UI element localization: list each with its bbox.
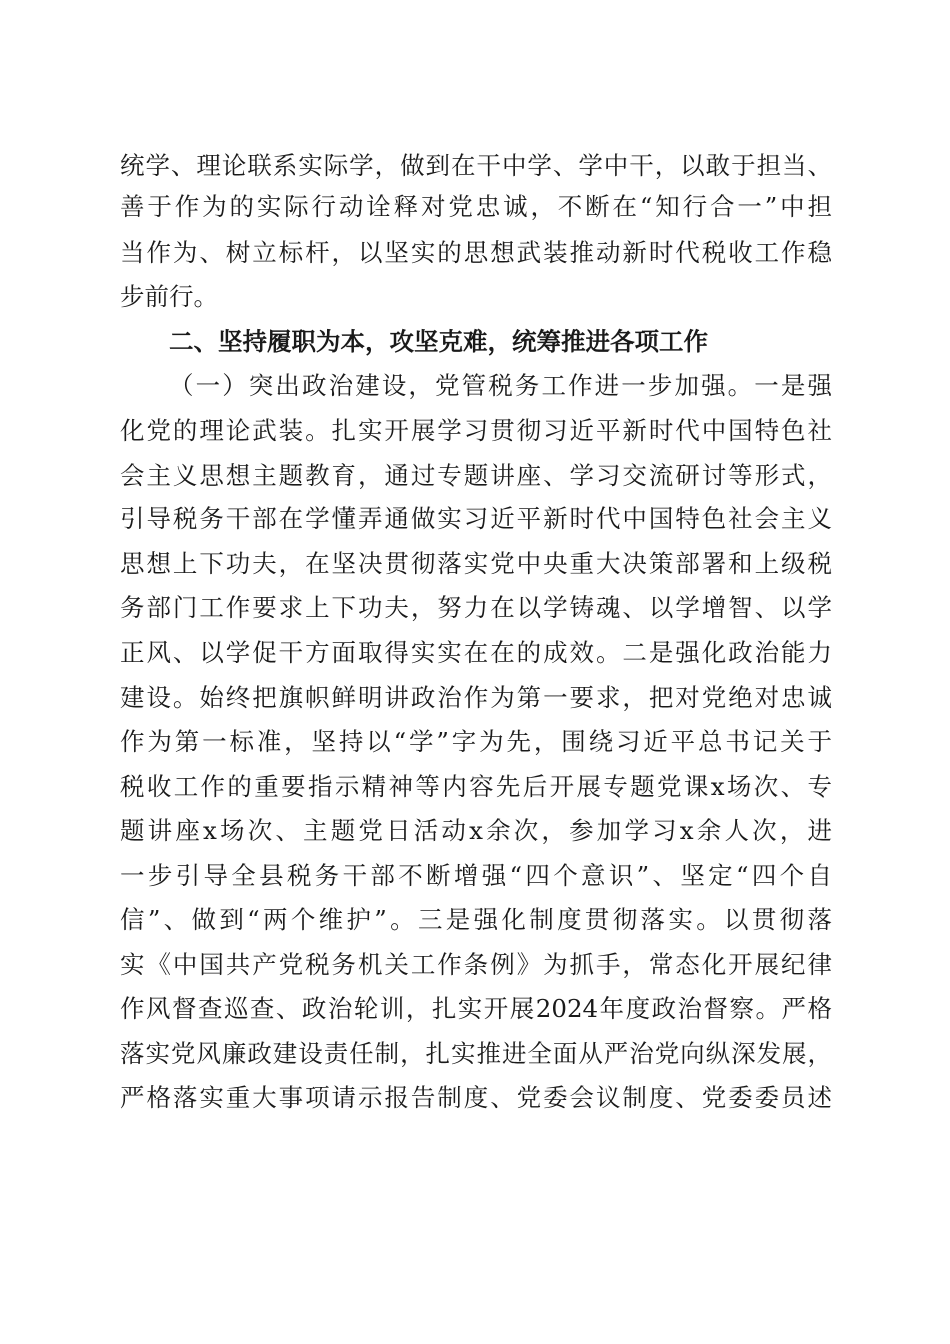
body-line-16: 落实党风廉政建设责任制，扎实推进全面从严治党向纵深发展， bbox=[120, 1039, 832, 1068]
body-line-14: 实《中国共产党税务机关工作条例》为抓手，常态化开展纪律 bbox=[120, 950, 832, 979]
body-line-5: 思想上下功夫，在坚决贯彻落实党中央重大决策部署和上级税 bbox=[120, 549, 832, 578]
body-line-2: 化党的理论武装。扎实开展学习贯彻习近平新时代中国特色社 bbox=[120, 416, 832, 445]
intro-line-2: 善于作为的实际行动诠释对党忠诚，不断在“知行合一”中担 bbox=[120, 192, 832, 221]
intro-line-3: 当作为、树立标杆，以坚实的思想武装推动新时代税收工作稳 bbox=[120, 238, 832, 267]
body-line-12: 一步引导全县税务干部不断增强“四个意识”、坚定“四个自 bbox=[120, 861, 832, 890]
body-line-11: 题讲座x场次、主题党日活动x余次，参加学习x余人次，进 bbox=[120, 816, 832, 845]
section-heading: 二、坚持履职为本，攻坚克难，统筹推进各项工作 bbox=[169, 327, 708, 356]
body-line-13: 信”、做到“两个维护”。三是强化制度贯彻落实。以贯彻落 bbox=[120, 905, 832, 934]
body-line-3: 会主义思想主题教育，通过专题讲座、学习交流研讨等形式， bbox=[120, 461, 832, 490]
intro-line-1: 统学、理论联系实际学，做到在干中学、学中干，以敢于担当、 bbox=[120, 151, 832, 180]
body-line-17: 严格落实重大事项请示报告制度、党委会议制度、党委委员述 bbox=[120, 1083, 832, 1112]
body-line-15: 作风督查巡查、政治轮训，扎实开展2024年度政治督察。严格 bbox=[120, 994, 832, 1023]
intro-line-4: 步前行。 bbox=[120, 282, 218, 311]
body-line-1: （一）突出政治建设，党管税务工作进一步加强。一是强 bbox=[169, 371, 832, 400]
body-line-6: 务部门工作要求上下功夫，努力在以学铸魂、以学增智、以学 bbox=[120, 593, 832, 622]
body-line-4: 引导税务干部在学懂弄通做实习近平新时代中国特色社会主义 bbox=[120, 504, 832, 533]
body-line-10: 税收工作的重要指示精神等内容先后开展专题党课x场次、专 bbox=[120, 772, 832, 801]
body-line-7: 正风、以学促干方面取得实实在在的成效。二是强化政治能力 bbox=[120, 638, 832, 667]
body-line-8: 建设。始终把旗帜鲜明讲政治作为第一要求，把对党绝对忠诚 bbox=[120, 683, 832, 712]
body-line-9: 作为第一标准，坚持以“学”字为先，围绕习近平总书记关于 bbox=[120, 727, 832, 756]
